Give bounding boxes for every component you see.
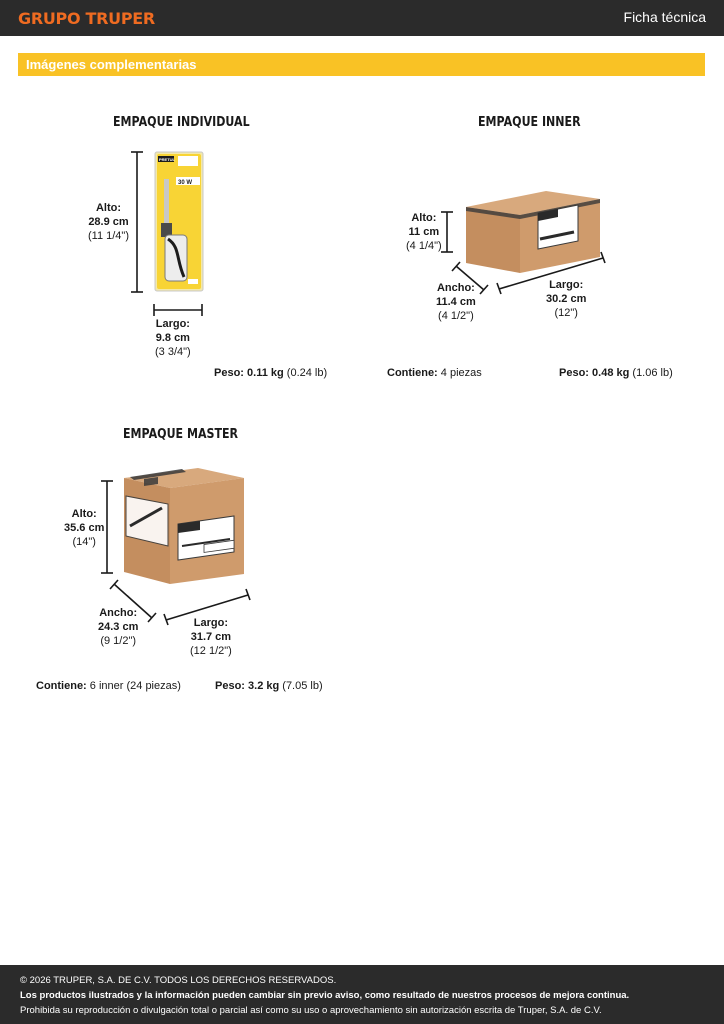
inner-title: EMPAQUE INNER: [478, 115, 581, 130]
product-blister-image: [154, 151, 204, 292]
inner-length-label: Largo: 30.2 cm (12"): [546, 279, 587, 319]
inner-height-label: Alto: 11 cm (4 1/4"): [406, 212, 442, 252]
footer-notice: Los productos ilustrados y la información pueden cambiar sin previo aviso, como resultado de nuestros procesos de mejora continua.: [20, 990, 630, 1001]
footer: [0, 965, 724, 1024]
section-header: [18, 53, 705, 76]
top-bar: [0, 0, 724, 36]
inner-contents: Contiene: 4 piezas: [387, 367, 482, 379]
individual-weight: Peso: 0.11 kg (0.24 lb): [214, 367, 328, 379]
footer-copyright: © 2026 TRUPER, S.A. DE C.V. TODOS LOS DERECHOS RESERVADOS.: [20, 975, 337, 986]
individual-length-label: Largo: 9.8 cm (3 3/4"): [155, 318, 191, 358]
master-weight: Peso: 3.2 kg (7.05 lb): [215, 680, 323, 692]
inner-height-line: [440, 210, 454, 254]
inner-weight: Peso: 0.48 kg (1.06 lb): [559, 367, 673, 379]
master-width-label: Ancho: 24.3 cm (9 1/2"): [98, 607, 139, 647]
individual-height-label: Alto: 28.9 cm (11 1/4"): [88, 202, 129, 242]
master-length-label: Largo: 31.7 cm (12 1/2"): [190, 617, 232, 657]
individual-height-line: [130, 150, 144, 294]
master-contents: Contiene: 6 inner (24 piezas): [36, 680, 181, 692]
inner-width-label: Ancho: 11.4 cm (4 1/2"): [436, 282, 476, 322]
individual-length-line: [152, 303, 204, 317]
section-title: Imágenes complementarias: [26, 57, 197, 72]
footer-legal: Prohibida su reproducción o divulgación total o parcial así como su uso o aprovechamiento sin autorización escrita de Truper, S.A. de C.V.: [20, 1005, 602, 1016]
brand-logo: GRUPO TRUPER: [18, 9, 155, 28]
blister-power: 30 W: [178, 180, 193, 186]
master-height-label: Alto: 35.6 cm (14"): [64, 508, 105, 548]
master-title: EMPAQUE MASTER: [123, 427, 239, 442]
blister-brand: PRETUL: [159, 157, 175, 162]
document-type: Ficha técnica: [623, 9, 706, 25]
individual-title: EMPAQUE INDIVIDUAL: [113, 115, 250, 130]
master-box-image: [122, 466, 246, 586]
